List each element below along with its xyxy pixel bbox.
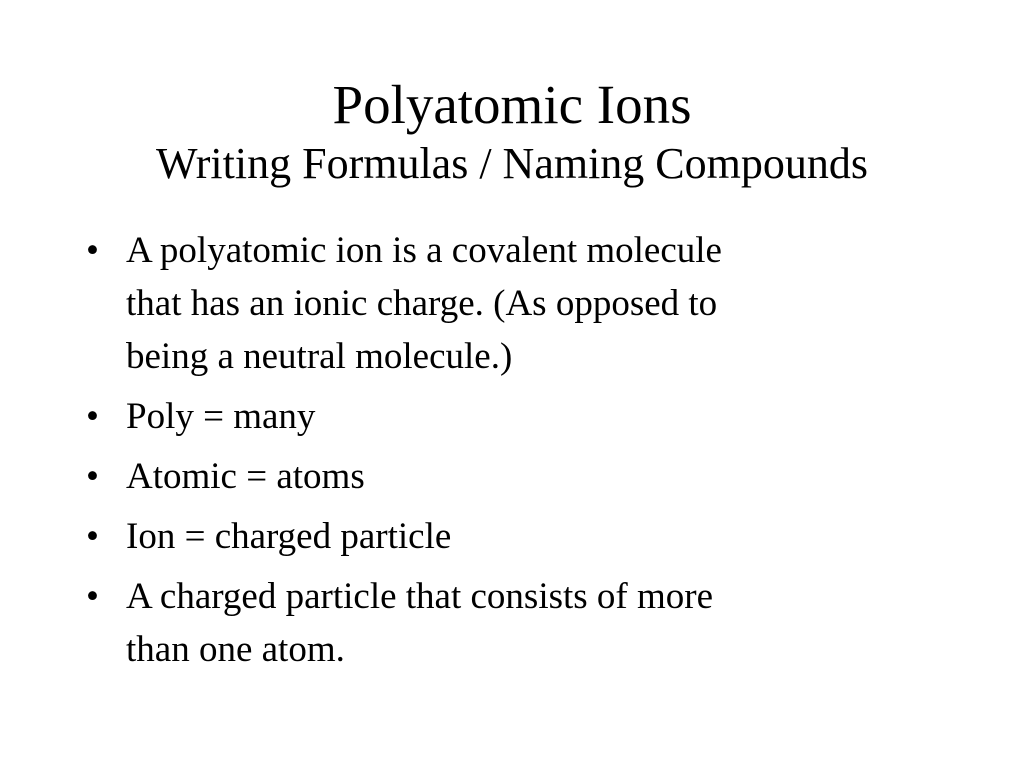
slide-title: Polyatomic Ions [332,74,692,135]
bullet-item [86,570,946,676]
bullet-item [86,390,946,443]
bullet-text: Ion = charged particle [126,516,452,557]
bullet-list [86,224,946,683]
bullet-item [86,510,946,563]
bullet-dot-icon: • [86,576,99,617]
bullet-item [86,224,946,383]
bullet-text: Atomic = atoms [126,456,365,497]
slide-subtitle: Writing Formulas / Naming Compounds [156,139,868,188]
bullet-text: A charged particle that consists of more than one atom. [126,576,714,670]
bullet-dot-icon: • [86,516,99,557]
title-block [0,72,1024,190]
bullet-text: A polyatomic ion is a covalent molecule that has an ionic charge. (As opposed to being a neutral molecule.) [126,230,722,377]
bullet-item [86,450,946,503]
bullet-dot-icon: • [86,230,99,271]
bullet-dot-icon: • [86,456,99,497]
bullet-text: Poly = many [126,396,316,437]
bullet-dot-icon: • [86,396,99,437]
